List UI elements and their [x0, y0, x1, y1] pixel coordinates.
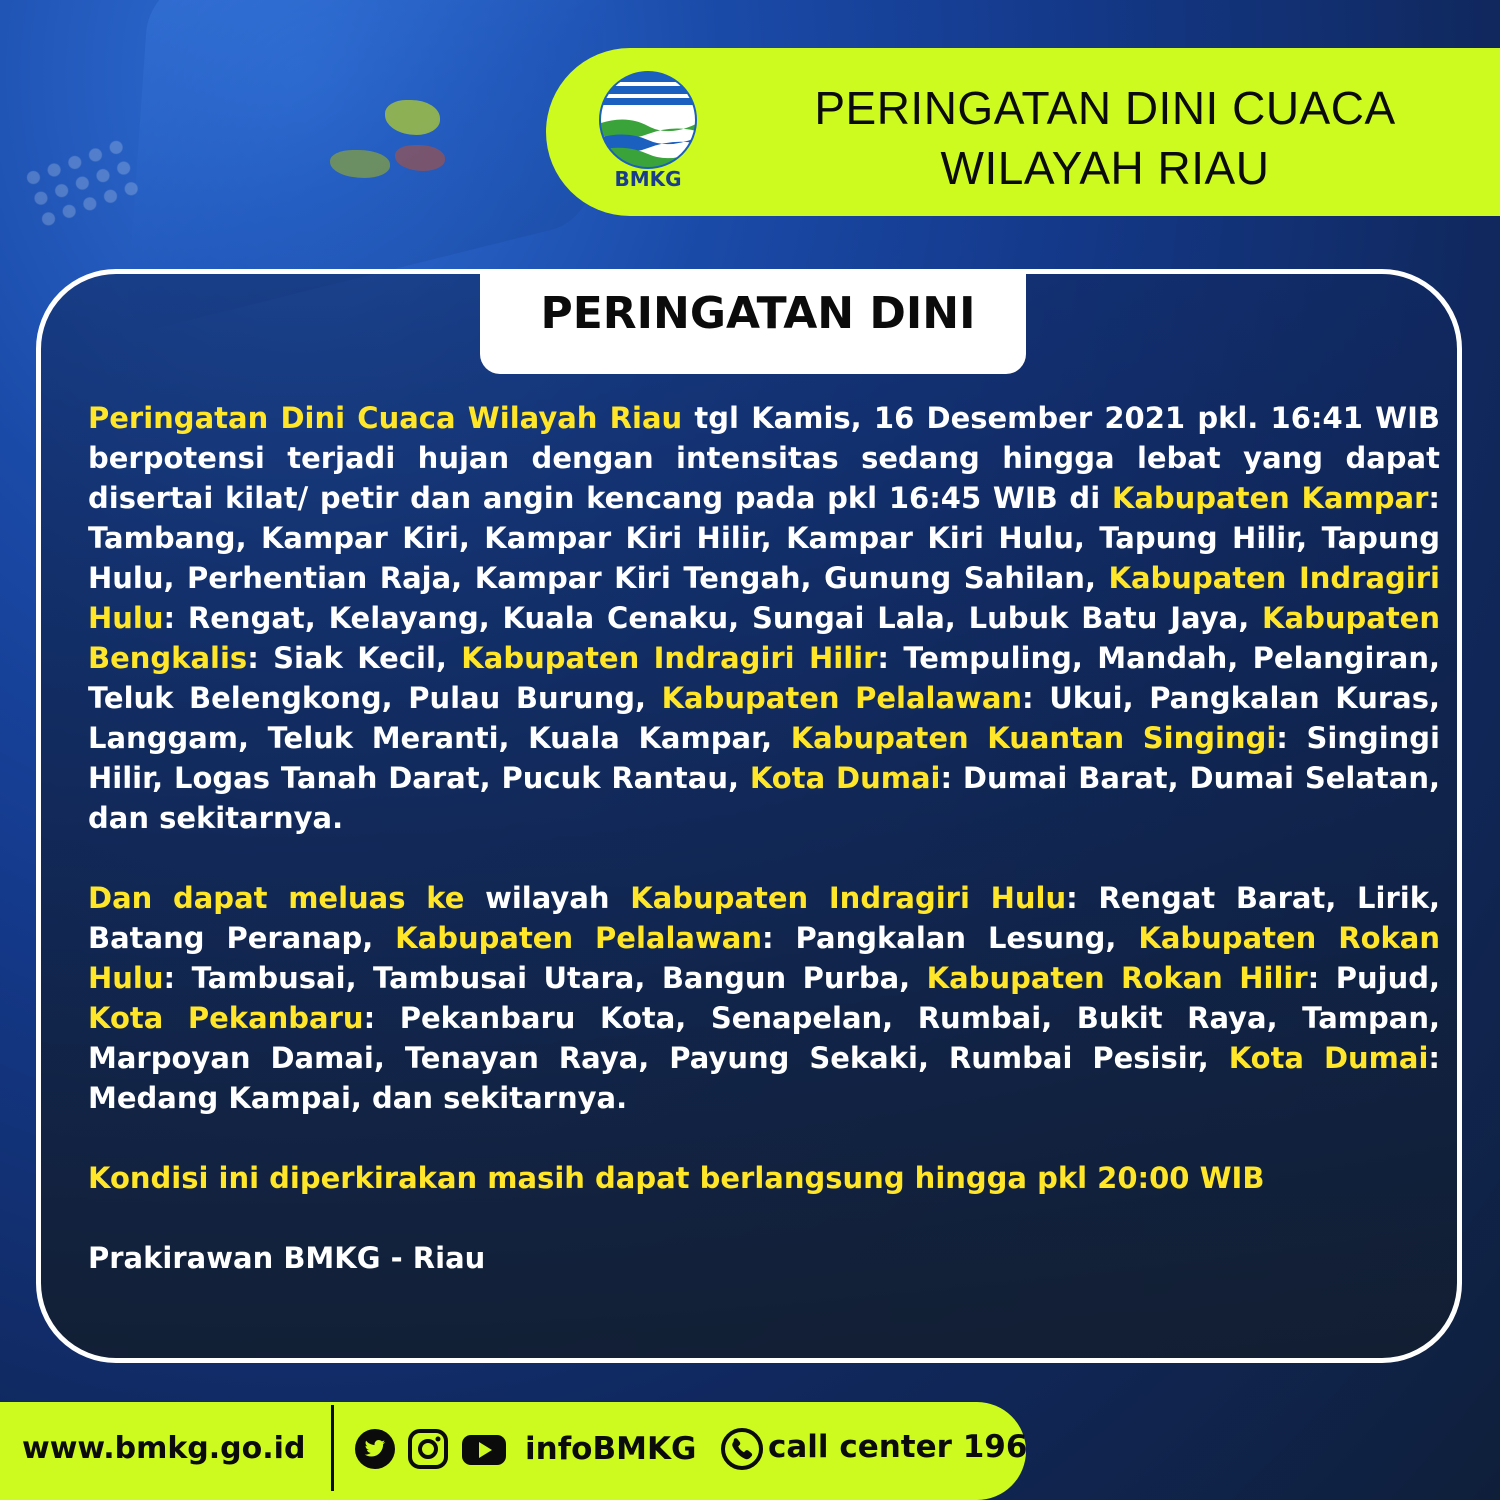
header-title-line2: WILAYAH RIAU — [940, 142, 1270, 194]
header-title — [760, 78, 1450, 198]
warning-paragraph: Peringatan Dini Cuaca Wilayah Riau tgl Kamis, 16 Desember 2021 pkl. 16:41 WIB berpotensi terjadi hujan dengan intensitas sedang hingga lebat yang dapat disertai kilat/ petir dan angin kencang pada pkl 16:45 WIB di Kabupaten Kampar: Tambang, Kampar Kiri, Kampar Kiri Hilir, Kampar Kiri Hulu, Tapung Hilir, Tapung Hulu, Perhentian Raja, Kampar Kiri Tengah, Gunung Sahilan, Kabupaten Indragiri Hulu: Rengat, Kelayang, Kuala Cenaku, Sungai Lala, Lubuk Batu Jaya, Kabupaten Bengkalis: Siak Kecil, Kabupaten Indragiri Hilir: Tempuling, Mandah, Pelangiran, Teluk Belengkong, Pulau Burung, Kabupaten Pelalawan: Ukui, Pangkalan Kuras, Langgam, Teluk Meranti, Kuala Kampar, Kabupaten Kuantan Singingi: Singingi Hilir, Logas Tanah Darat, Pucuk Rantau, Kota Dumai: Dumai Barat, Dumai Selatan, dan sekitarnya. — [88, 401, 1440, 835]
panel-title: PERINGATAN DINI — [540, 288, 976, 339]
website-link[interactable]: www.bmkg.go.id — [22, 1431, 306, 1466]
condition-note: Kondisi ini diperkirakan masih dapat berlangsung hingga pkl 20:00 WIB — [88, 1161, 1265, 1195]
phone-icon — [720, 1427, 764, 1471]
background-keypad-decoration — [19, 133, 146, 236]
youtube-icon[interactable] — [460, 1428, 508, 1470]
twitter-icon[interactable] — [354, 1428, 396, 1470]
bmkg-logo — [596, 68, 700, 192]
instagram-icon[interactable] — [407, 1428, 449, 1470]
social-handle[interactable]: infoBMKG — [525, 1431, 697, 1467]
warning-body — [88, 398, 1440, 1278]
call-center[interactable]: call center 196 — [768, 1429, 1028, 1465]
logo-text: BMKG — [614, 167, 682, 191]
footer-divider — [331, 1405, 334, 1491]
signature: Prakirawan BMKG - Riau — [88, 1241, 486, 1275]
header-title-line1: PERINGATAN DINI CUACA — [814, 82, 1396, 134]
expansion-paragraph: Dan dapat meluas ke wilayah Kabupaten Indragiri Hulu: Rengat Barat, Lirik, Batang Peranap, Kabupaten Pelalawan: Pangkalan Lesung, Kabupaten Rokan Hulu: Tambusai, Tambusai Utara, Bangun Purba, Kabupaten Rokan Hilir: Pujud, Kota Pekanbaru: Pekanbaru Kota, Senapelan, Rumbai, Bukit Raya, Tampan, Marpoyan Damai, Tenayan Raya, Payung Sekaki, Rumbai Pesisir, Kota Dumai: Medang Kampai, dan sekitarnya. — [88, 881, 1441, 1115]
